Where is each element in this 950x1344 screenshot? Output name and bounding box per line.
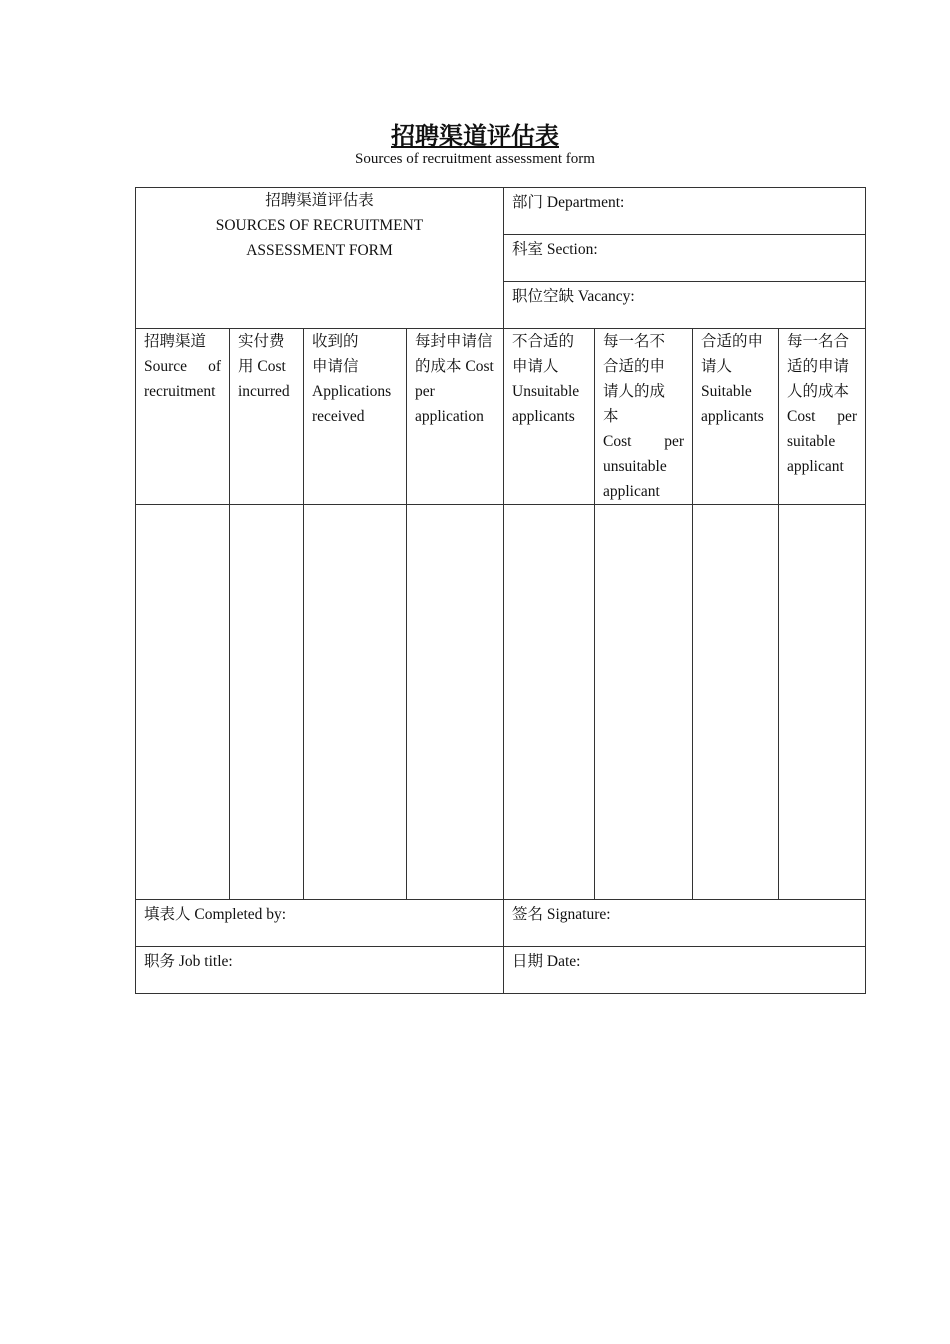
date-field[interactable] [504, 947, 866, 994]
section-label: 科室 Section: [512, 241, 598, 258]
assessment-form-table [135, 187, 866, 994]
entry-cell-cost-incurred[interactable] [230, 505, 304, 900]
column-header-cn: 收到的申请信 [312, 333, 359, 375]
column-header-cn: 实付费用 [238, 333, 285, 375]
entry-cell-unsuitable-applicants[interactable] [504, 505, 595, 900]
column-header-en: Cost per application [415, 358, 494, 425]
column-header-cn: 每一名合适的申请人的成本 [787, 333, 850, 400]
column-header-cn: 每封申请信的成本 [415, 333, 493, 375]
column-header-cn: 每一名不合适的申请人的成本 [603, 333, 666, 425]
column-header-cost-per-application [407, 329, 504, 505]
column-header-cost-per-suitable [779, 329, 866, 505]
column-header-unsuitable-applicants [504, 329, 595, 505]
page-subtitle: Sources of recruitment assessment form [355, 151, 595, 167]
section-field[interactable] [504, 235, 866, 282]
entry-cell-suitable-applicants[interactable] [693, 505, 779, 900]
page-title: 招聘渠道评估表 [391, 122, 559, 150]
entry-cell-cost-per-suitable[interactable] [779, 505, 866, 900]
column-header-en: Source of recruitment [144, 358, 221, 400]
signature-label: 签名 Signature: [512, 906, 611, 923]
column-header-en: Suitable applicants [701, 383, 764, 425]
date-label: 日期 Date: [512, 953, 581, 970]
column-header-en: Unsuitable applicants [512, 383, 580, 425]
vacancy-field[interactable] [504, 282, 866, 329]
entry-cell-cost-per-unsuitable[interactable] [595, 505, 693, 900]
column-header-cost-incurred [230, 329, 304, 505]
block-title-en-line2: ASSESSMENT FORM [246, 242, 393, 259]
department-field[interactable] [504, 188, 866, 235]
column-header-source [136, 329, 230, 505]
column-header-en: Cost per suitable applicant [787, 408, 858, 475]
vacancy-label: 职位空缺 Vacancy: [512, 288, 635, 305]
column-header-applications-received [304, 329, 407, 505]
job-title-field[interactable] [136, 947, 504, 994]
completed-by-field[interactable] [136, 900, 504, 947]
column-header-cn: 合适的申请人 [701, 333, 764, 375]
department-label: 部门 Department: [512, 194, 625, 211]
completed-by-label: 填表人 Completed by: [144, 906, 287, 923]
job-title-label: 职务 Job title: [144, 953, 233, 970]
block-title-en-line1: SOURCES OF RECRUITMENT [215, 217, 424, 234]
column-header-cost-per-unsuitable [595, 329, 693, 505]
entry-cell-applications-received[interactable] [304, 505, 407, 900]
block-title-cn: 招聘渠道评估表 [265, 192, 374, 209]
column-header-cn: 招聘渠道 [144, 333, 207, 350]
column-header-cn: 不合适的申请人 [512, 333, 575, 375]
column-header-en: Applications received [312, 383, 392, 425]
column-header-suitable-applicants [693, 329, 779, 505]
entry-cell-cost-per-application[interactable] [407, 505, 504, 900]
column-header-en: Cost per unsuitable applicant [603, 433, 684, 500]
column-header-en: Cost incurred [238, 358, 290, 400]
entry-cell-source[interactable] [136, 505, 230, 900]
form-block-title [136, 188, 504, 329]
signature-field[interactable] [504, 900, 866, 947]
